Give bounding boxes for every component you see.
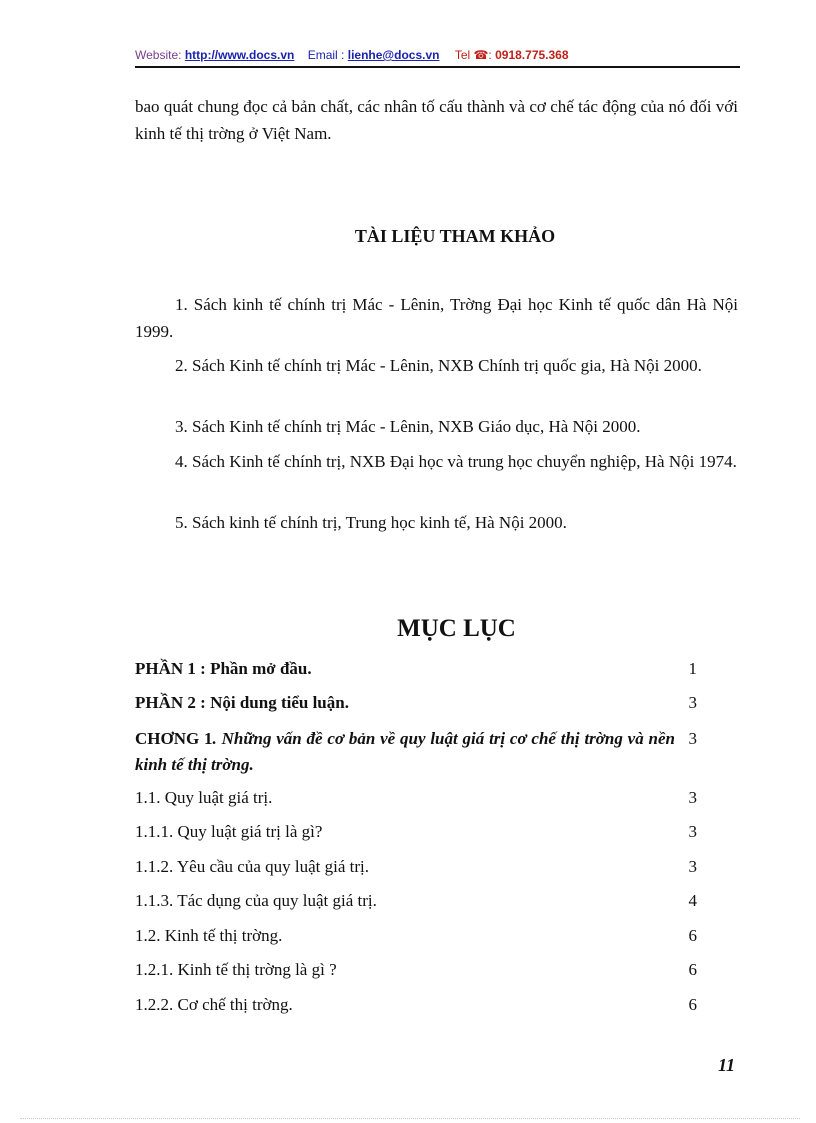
toc-page: 4 — [688, 891, 697, 910]
toc-text: : Phần mở đầu. — [195, 659, 312, 678]
email-link[interactable]: lienhe@docs.vn — [347, 48, 440, 62]
toc-page: 1 — [688, 659, 697, 678]
toc-text: : Nội dung tiểu luận. — [195, 693, 349, 712]
toc-page: 3 — [688, 857, 697, 876]
toc-prefix: PHẦN 2 — [135, 693, 196, 712]
toc-text: 1.2.2. Cơ chế thị trờng. — [135, 995, 293, 1014]
toc-row[interactable] — [135, 690, 697, 716]
toc-text: 1.1.2. Yêu cầu của quy luật giá trị. — [135, 857, 369, 876]
toc-page: 3 — [688, 788, 697, 807]
page-bottom-divider — [20, 1118, 800, 1119]
reference-text: 2. Sách Kinh tế chính trị Mác - Lênin, NXB Chính trị quốc gia, Hà Nội 2000. — [175, 356, 702, 375]
email-label: Email : — [307, 48, 348, 62]
toc-row[interactable] — [135, 888, 697, 914]
phone-number: 0918.775.368 — [495, 48, 569, 62]
toc-page: 6 — [688, 995, 697, 1014]
toc-text: 1.2.1. Kinh tế thị trờng là gì ? — [135, 960, 337, 979]
toc-title: MỤC LỤC — [397, 615, 516, 642]
toc-row[interactable] — [135, 992, 697, 1018]
toc-page: 3 — [688, 693, 697, 712]
reference-item — [135, 352, 738, 379]
references-title: TÀI LIỆU THAM KHẢO — [354, 226, 556, 246]
reference-item — [135, 413, 738, 440]
toc-row[interactable] — [135, 726, 697, 778]
toc-text: 1.1.3. Tác dụng của quy luật giá trị. — [135, 891, 377, 910]
website-link[interactable]: http://www.docs.vn — [184, 48, 295, 62]
reference-item — [135, 291, 738, 345]
toc-row[interactable] — [135, 923, 697, 949]
reference-item — [135, 509, 738, 536]
toc-row[interactable] — [135, 819, 697, 845]
toc-page: 6 — [688, 926, 697, 945]
phone-label: Tel ☎: — [454, 48, 496, 62]
toc-page: 6 — [688, 960, 697, 979]
toc-page: 3 — [688, 822, 697, 841]
toc-row[interactable] — [135, 957, 697, 983]
reference-text: 3. Sách Kinh tế chính trị Mác - Lênin, NXB Giáo dục, Hà Nội 2000. — [175, 417, 641, 436]
toc-prefix: PHẦN 1 — [135, 659, 196, 678]
toc-text: 1.2. Kinh tế thị trờng. — [135, 926, 283, 945]
toc-text: 1.1. Quy luật giá trị. — [135, 788, 273, 807]
toc-prefix: CHƠNG 1 — [135, 729, 213, 748]
page-number: 11 — [718, 1055, 736, 1075]
reference-text: 5. Sách kinh tế chính trị, Trung học kinh tế, Hà Nội 2000. — [175, 513, 567, 532]
page-header — [135, 48, 740, 68]
toc-page: 3 — [688, 729, 697, 748]
website-label: Website: — [135, 48, 185, 62]
phone-info — [455, 48, 569, 62]
toc-text: 1.1.1. Quy luật giá trị là gì? — [135, 822, 323, 841]
intro-paragraph: bao quát chung đọc cả bản chất, các nhân tố cấu thành và cơ chế tác động của nó đối với kinh tế thị trờng ở Việt Nam. — [135, 97, 738, 143]
toc-text: . Những vấn đề cơ bản về quy luật giá trị cơ chế thị trờng và nền kinh tế thị trờng. — [135, 729, 675, 774]
reference-text: 4. Sách Kinh tế chính trị, NXB Đại học và trung học chuyển nghiệp, Hà Nội 1974. — [175, 452, 737, 471]
reference-text: 1. Sách kinh tế chính trị Mác - Lênin, Trờng Đại học Kinh tế quốc dân Hà Nội 1999. — [135, 295, 738, 341]
toc-row[interactable] — [135, 656, 697, 682]
reference-item — [135, 448, 738, 475]
toc-row[interactable] — [135, 785, 697, 811]
toc-row[interactable] — [135, 854, 697, 880]
